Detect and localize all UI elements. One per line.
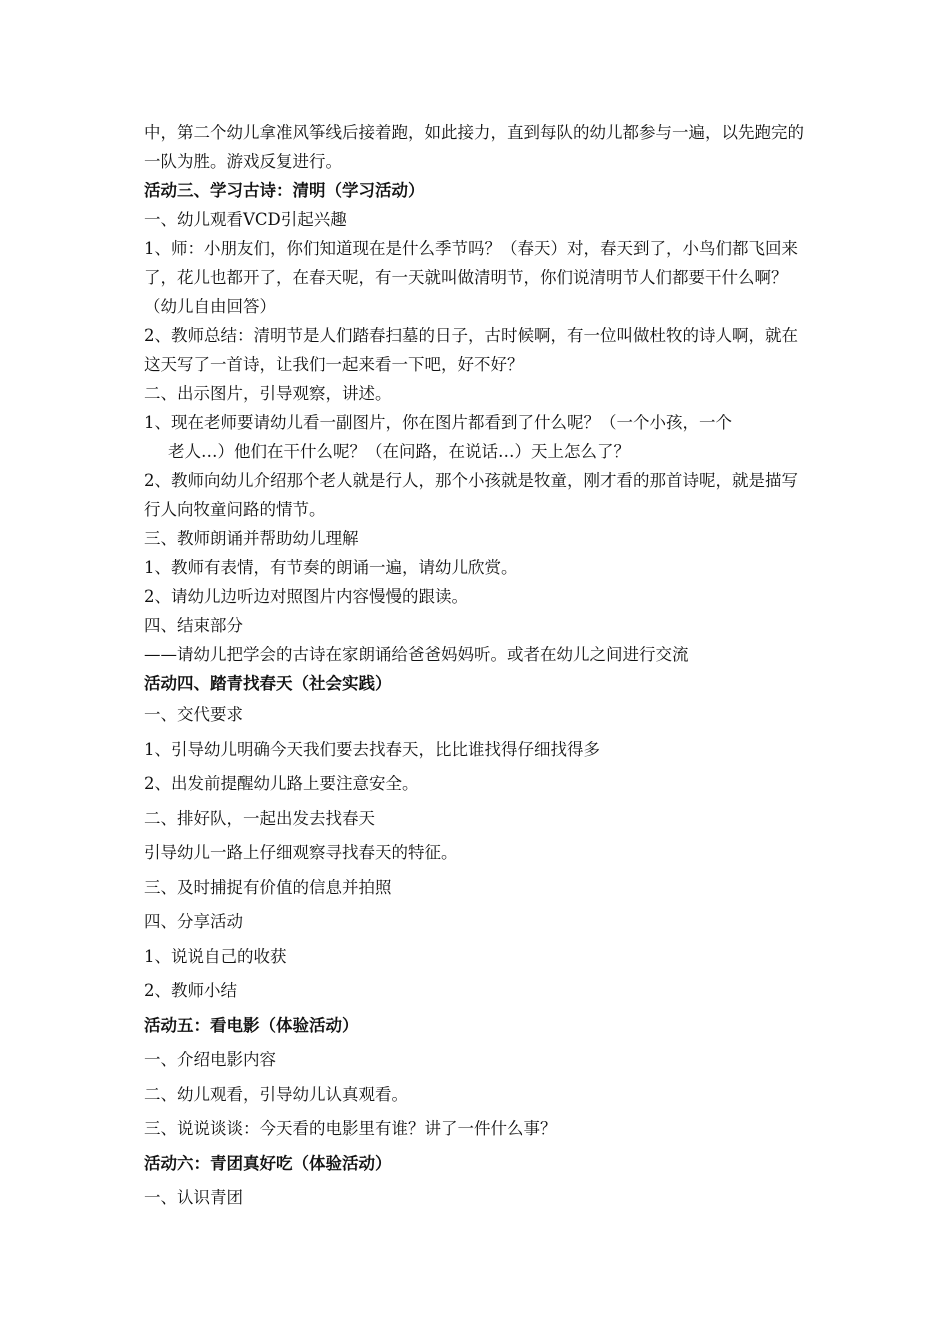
section-take-photos: 三、及时捕捉有价值的信息并拍照 (144, 877, 392, 897)
section-ending: 四、结束部分 (144, 616, 243, 635)
section-share: 四、分享活动 (144, 912, 243, 931)
paragraph-introduce-characters: 2、教师向幼儿介绍那个老人就是行人，那个小孩就是牧童，刚才看的那首诗呢，就是描写行人向牧童问路的情节。 (144, 471, 798, 519)
paragraph-teacher-summary: 2、教师总结：清明节是人们踏春扫墓的日子，古时候啊，有一位叫做杜牧的诗人啊，就在这天写了一首诗，让我们一起来看一下吧，好不好？ (144, 326, 798, 374)
section-requirements: 一、交代要求 (144, 705, 243, 724)
section-talk-about-movie: 三、说说谈谈：今天看的电影里有谁？讲了一件什么事？ (144, 1119, 557, 1138)
section-introduce-movie: 一、介绍电影内容 (144, 1050, 276, 1069)
section-line-up: 二、排好队，一起出发去找春天 (144, 808, 375, 828)
paragraph-teacher-question: 1、师：小朋友们，你们知道现在是什么季节吗？（春天）对，春天到了，小鸟们都飞回来了，花儿也都开了，在春天呢，有一天就叫做清明节，你们说清明节人们都要干什么啊？（幼儿自由回答） (144, 239, 798, 316)
paragraph-teacher-conclusion: 2、教师小结 (144, 981, 237, 1000)
paragraph-relay-game-rules: 中，第二个幼儿拿准风筝线后接着跑，如此接力，直到每队的幼儿都参与一遍，以先跑完的一队为胜。游戏反复进行。 (144, 123, 804, 171)
paragraph-safety-reminder: 2、出发前提醒幼儿路上要注意安全。 (144, 774, 419, 793)
section-show-picture: 二、出示图片，引导观察，讲述。 (144, 384, 392, 403)
paragraph-share-harvest: 1、说说自己的收获 (144, 946, 287, 966)
section-watch-movie: 二、幼儿观看，引导幼儿认真观看。 (144, 1084, 408, 1104)
heading-activity-three: 活动三、学习古诗：清明（学习活动） (144, 181, 425, 200)
heading-activity-six: 活动六：青团真好吃（体验活动） (144, 1153, 392, 1173)
heading-activity-four: 活动四、踏青找春天（社会实践） (144, 674, 392, 693)
heading-activity-five: 活动五：看电影（体验活动） (144, 1015, 359, 1035)
section-teacher-recite: 三、教师朗诵并帮助幼儿理解 (144, 529, 359, 548)
paragraph-observe-spring: 引导幼儿一路上仔细观察寻找春天的特征。 (144, 843, 458, 862)
document-body (144, 118, 810, 1216)
section-watch-vcd: 一、幼儿观看VCD引起兴趣 (144, 210, 347, 229)
paragraph-follow-reading: 2、请幼儿边听边对照图片内容慢慢的跟读。 (144, 587, 468, 606)
paragraph-look-at-picture-continued: 老人…）他们在干什么呢？（在问路，在说话…）天上怎么了？ (168, 442, 630, 461)
paragraph-recite-at-home: ——请幼儿把学会的古诗在家朗诵给爸爸妈妈听。或者在幼儿之间进行交流 (144, 645, 689, 664)
paragraph-recite-once: 1、教师有表情，有节奏的朗诵一遍，请幼儿欣赏。 (144, 558, 518, 577)
paragraph-look-at-picture: 1、现在老师要请幼儿看一副图片，你在图片都看到了什么呢？（一个小孩，一个 (144, 413, 732, 432)
section-know-qingtuan: 一、认识青团 (144, 1188, 243, 1207)
paragraph-find-spring: 1、引导幼儿明确今天我们要去找春天，比比谁找得仔细找得多 (144, 739, 600, 759)
